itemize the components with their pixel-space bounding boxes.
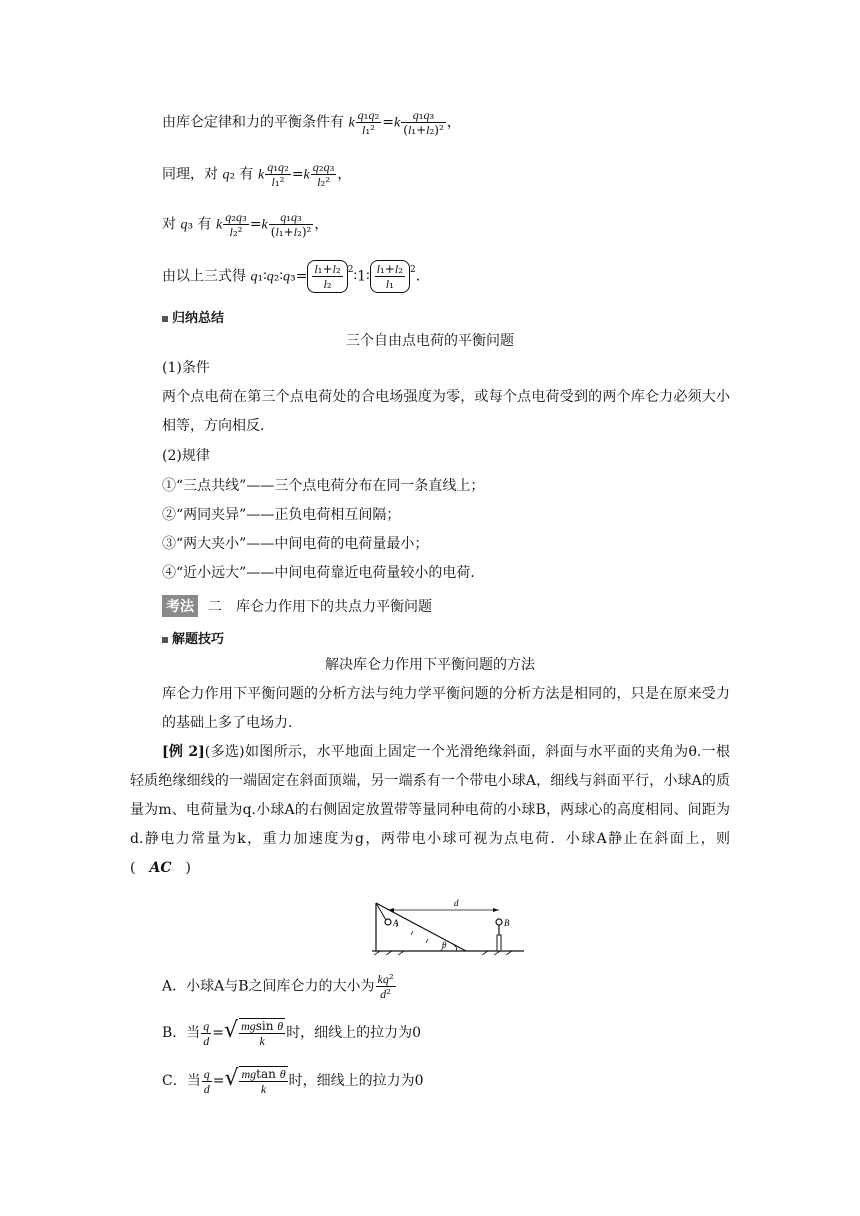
option-c: C．当 $\frac{q}{d}$ =√ $\frac{\text{mgtan θ}}{k}$ 时，细线上的拉力为0 (162, 1066, 424, 1096)
incline-hatch (396, 923, 443, 951)
label-b: B (504, 918, 510, 928)
answer: AC (149, 860, 172, 876)
summary-tag: 归纳总结 (162, 307, 224, 326)
method-text: 库仑力作用下平衡问题的分析方法与纯力学平衡问题的分析方法是相同的，只是在原来受力的基础上多了电场力． (162, 686, 730, 731)
example-text: [例 2](多选)如图所示，水平地面上固定一个光滑绝缘斜面，斜面与水平面的夹角为θ.一根轻质绝缘细线的一端固定在斜面顶端，另一端系有一个带电小球A，细线与斜面平行，小球A的质量为m、电荷量为q.小球A的右侧固定放置带等量同种电荷的小球B，两球心的高度相同、间距为d.静电力常量为k，重力加速度为g，两带电小球可视为点电荷．小球A静止在斜面上，则( AC ) (130, 744, 730, 876)
derivation-line-3: 对 q₃ 有 k $\frac{\text{q₂q₃}}{\text{l₂²}}$ =k $\frac{\text{q₁q₃}}{\text{(l₁+l₂)²}}$ ， (162, 210, 329, 239)
kaofa-badge: 考法 (162, 595, 198, 617)
ball-a (385, 919, 391, 925)
rule-item-2: ②“两同夹异”——正负电荷相互间隔； (162, 507, 401, 523)
incline-figure (368, 893, 528, 955)
option-a: A．小球A与B之间库仑力的大小为 $\frac{\text{kq²}}{\text{d²}}$ (162, 972, 394, 1001)
derivation-line-4: 由以上三式得 q₁∶q₂∶q₃= $\frac{\text{l₁+l₂}}{\text{l₂}}$ $^2$∶1∶ $\frac{\text{l₁+l₂}}{\text{l₁}}$ $^2$. (162, 262, 421, 291)
option-b: B．当 $\frac{q}{d}$ =√ $\frac{\text{mgsin θ}}{k}$ 时，细线上的拉力为0 (162, 1018, 422, 1048)
condition-heading: (1)条件 (162, 360, 210, 376)
stand-b (497, 935, 501, 951)
label-a: A (393, 918, 399, 928)
method-heading: 考法 二 库仑力作用下的共点力平衡问题 (162, 595, 432, 617)
rule-item-1: ①“三点共线”——三个点电荷分布在同一条直线上； (162, 478, 485, 494)
derivation-line-2: 同理，对 q₂ 有 k $\frac{\text{q₁q₂}}{\text{l₁²}}$ =k $\frac{\text{q₂q₃}}{\text{l₂²}}$ ， (162, 160, 352, 189)
label-theta: θ (442, 940, 447, 950)
derivation-line-1: 由库仑定律和力的平衡条件有 k $\frac{\text{q₁q₂}}{\text{l₁²}}$ =k $\frac{\text{q₁q₃}}{\text{(l₁+l₂)²}}$ ， (162, 108, 461, 137)
summary-title: 三个自由点电荷的平衡问题 (346, 333, 514, 349)
condition-text: 两个点电荷在第三个点电荷处的合电场强度为零，或每个点电荷受到的两个库仑力必须大小相等，方向相反． (162, 389, 730, 434)
method-title: 解决库仑力作用下平衡问题的方法 (325, 657, 535, 673)
rule-item-3: ③“两大夹小”——中间电荷的电荷量最小； (162, 536, 429, 552)
label-d: d (454, 898, 459, 908)
rule-item-4: ④“近小远大”——中间电荷靠近电荷量较小的电荷． (162, 565, 485, 581)
method-tag: 解题技巧 (162, 628, 224, 647)
ball-b (496, 919, 502, 925)
rule-heading: (2)规律 (162, 448, 210, 464)
